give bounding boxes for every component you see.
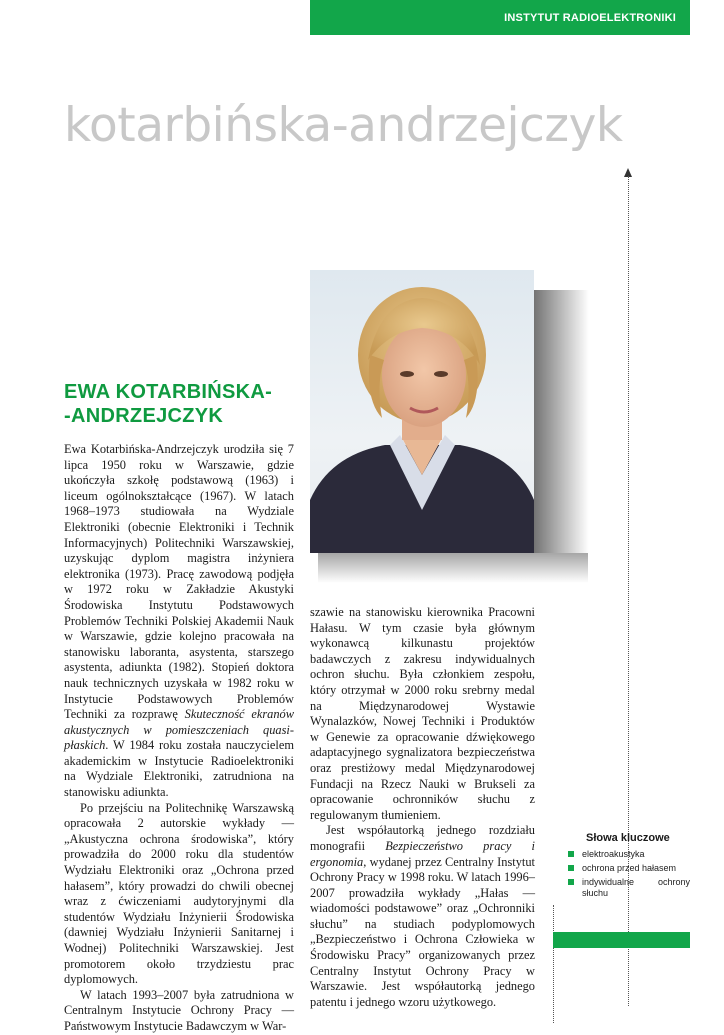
square-bullet-icon xyxy=(568,851,574,857)
footer-accent-bar xyxy=(553,932,690,948)
keyword-item: indywidualne ochrony słuchu xyxy=(568,877,690,899)
square-bullet-icon xyxy=(568,879,574,885)
bio-paragraph-2: Po przejściu na Politechnikę Warszawską opracowała 2 autorskie wykłady — „Akustyczna ochrona środowiska”, który prowadziła do 2000 roku dla studentów Wydziału Elektroniki oraz „Ochrona przed hałasem”, który prowadzi do chwili obecnej wraz z ćwiczeniami audytoryjnymi dla studentów Wydziału Inżynierii Środowiska (dawniej Wydziału Inżynierii Sanitarnej i Wodnej) Politechniki Warszawskiej. Jest promotorem około trzydziestu prac dyplomowych. xyxy=(64,800,294,987)
biography-column-2 xyxy=(310,605,535,1010)
portrait-photo xyxy=(310,270,534,553)
person-name-line1: EWA KOTARBIŃSKA- xyxy=(64,381,273,403)
institute-label: INSTYTUT RADIOELEKTRONIKI xyxy=(504,12,676,24)
person-name xyxy=(64,380,294,428)
keywords-title: Słowa kluczowe xyxy=(586,832,670,844)
bio-paragraph-3: W latach 1993–2007 była zatrudniona w Centralnym Instytucie Ochrony Pracy — Państwowym Instytucie Badawczym w War- xyxy=(64,987,294,1033)
photo-shadow xyxy=(534,290,589,553)
dotted-guide-line xyxy=(553,905,554,1023)
photo-shadow-bottom xyxy=(318,553,588,583)
bio-paragraph-5: Jest współautorką jednego rozdziału monografii Bezpieczeństwo pracy i ergonomia, wydanej przez Centralny Instytut Ochrony Pracy w 1998 roku. W latach 1996–2007 prowadziła wykłady „Hałas — wiadomości podstawowe” oraz „Ochronniki słuchu” na studiach podyplomowych „Bezpieczeństwo i Ochrona Człowieka w Środowisku Pracy” organizowanych przez Centralny Instytut Ochrony Pracy w Warszawie. Jest współautorką jednego patentu i jednego wzoru użytkowego. xyxy=(310,823,535,1009)
big-surname-title: kotarbińska-andrzejczyk xyxy=(64,98,623,153)
header-bar xyxy=(310,0,690,35)
person-name-line2: -ANDRZEJCZYK xyxy=(64,405,224,427)
square-bullet-icon xyxy=(568,865,574,871)
biography-column-1 xyxy=(64,442,294,1035)
keywords-list xyxy=(568,849,690,902)
bio-paragraph-1: Ewa Kotarbińska-Andrzejczyk urodziła się 7 lipca 1950 roku w Warszawie, gdzie ukończyła szkołę podstawową (1963) i liceum ogólnokształcące (1967). W latach 1968–1973 studiowała na Wydziale Elektroniki (obecnie Elektroniki i Technik Informacyjnych) Politechniki Warszawskiej, uzyskując dyplom magistra inżyniera elektronika (1973). Pracę zawodową podjęła w 1972 roku w Zakładzie Akustyki Środowiska Instytutu Podstawowych Problemów Techniki Polskiej Akademii Nauk w Warszawie, gdzie kolejno pracowała na stanowisku laboranta, asystenta, starszego asystenta, adiunkta (1982). Stopień doktora nauk technicznych uzyskała w 1982 roku w Instytucie Podstawowych Problemów Techniki za rozprawę Skuteczność ekranów akustycznych w pomieszczeniach quasi-płaskich. W 1984 roku została nauczycielem akademickim w Instytucie Radioelektroniki na Wydziale Elektroniki, zatrudniona na stanowisku adiunkta. xyxy=(64,442,294,800)
keyword-item: ochrona przed hałasem xyxy=(568,863,690,874)
keyword-item: elektroakustyka xyxy=(568,849,690,860)
bio-paragraph-4: szawie na stanowisku kierownika Pracowni Hałasu. W tym czasie była głównym wykonawcą kilkunastu projektów badawczych z zakresu indywidualnych ochron słuchu. Była członkiem zespołu, który otrzymał w 2000 roku srebrny medal na Międzynarodowej Wystawie Wynalazków, Nowej Techniki i Produktów w Genewie za opracowanie dźwiękowego adaptacyjnego sygnalizatora bezpieczeństwa oraz prestiżowy medal Międzynarodowej Fundacji na Rzecz Nauki w Brukseli za opracowanie ochronników słuchu z regulowanym tłumieniem. xyxy=(310,605,535,822)
